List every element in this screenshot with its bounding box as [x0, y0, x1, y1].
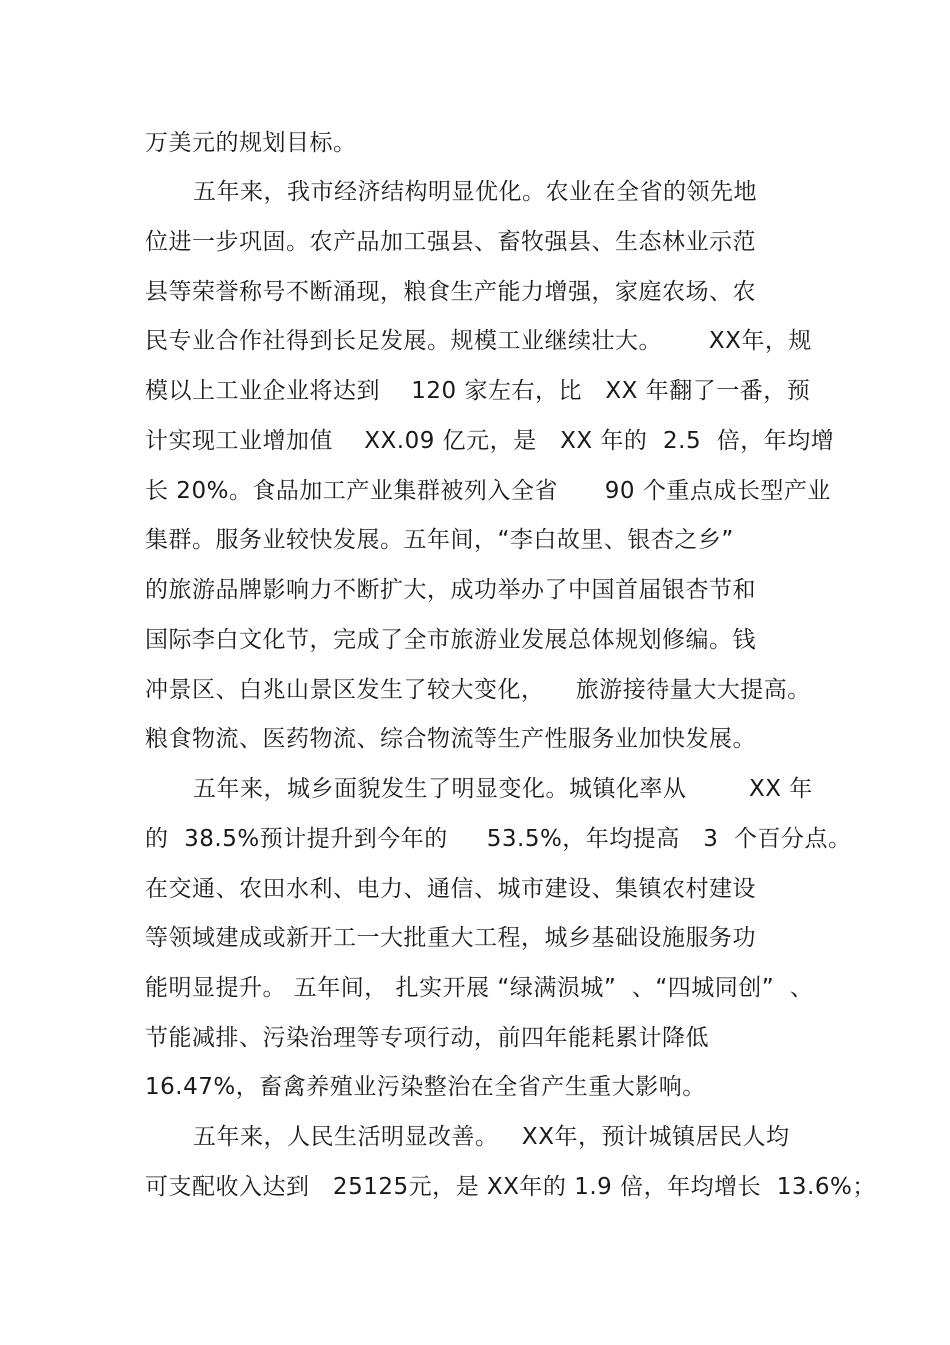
text-line-15: 的 38.5%预计提升到今年的 53.5%，年均提高 3 个百分点。: [145, 826, 852, 852]
text-line-22: 可支配收入达到 25125元，是 XX年的 1.9 倍，年均增长 13.6%；: [145, 1174, 876, 1200]
text-line-11: 国际李白文化节，完成了全市旅游业发展总体规划修编。钱: [145, 627, 756, 653]
text-line-19: 节能减排、污染治理等专项行动，前四年能耗累计降低: [145, 1025, 709, 1051]
text-line-1: 万美元的规划目标。: [145, 130, 357, 156]
text-line-16: 在交通、农田水利、电力、通信、城市建设、集镇农村建设: [145, 876, 756, 902]
text-line-3: 位进一步巩固。农产品加工强县、畜牧强县、生态林业示范: [145, 229, 756, 255]
text-line-17: 等领域建成或新开工一大批重大工程，城乡基础设施服务功: [145, 925, 756, 951]
text-line-4: 县等荣誉称号不断涌现，粮食生产能力增强，家庭农场、农: [145, 279, 756, 305]
text-line-7: 计实现工业增加值 XX.09 亿元，是 XX 年的 2.5 倍，年均增: [145, 428, 835, 454]
text-line-8: 长 20%。食品加工产业集群被列入全省 90 个重点成长型产业: [145, 478, 831, 504]
text-line-10: 的旅游品牌影响力不断扩大，成功举办了中国首届银杏节和: [145, 577, 756, 603]
text-line-6: 模以上工业企业将达到 120 家左右，比 XX 年翻了一番，预: [145, 378, 811, 404]
paragraph-start-urban-rural: 五年来，城乡面貌发生了明显变化。城镇化率从 XX 年: [193, 776, 813, 802]
text-line-18: 能明显提升。 五年间， 扎实开展 “绿满涢城” 、“四城同创” 、: [145, 975, 814, 1001]
text-line-12: 冲景区、白兆山景区发生了较大变化， 旅游接待量大大提高。: [145, 677, 811, 703]
text-line-20: 16.47%，畜禽养殖业污染整治在全省产生重大影响。: [145, 1074, 706, 1100]
paragraph-start-economic-structure: 五年来，我市经济结构明显优化。农业在全省的领先地: [193, 179, 757, 205]
text-line-13: 粮食物流、医药物流、综合物流等生产性服务业加快发展。: [145, 726, 756, 752]
paragraph-start-living-standards: 五年来，人民生活明显改善。 XX年，预计城镇居民人均: [193, 1124, 790, 1150]
text-line-9: 集群。服务业较快发展。五年间，“李白故里、银杏之乡”: [145, 527, 734, 553]
text-line-5: 民专业合作社得到长足发展。规模工业继续壮大。 XX年，规: [145, 328, 812, 354]
